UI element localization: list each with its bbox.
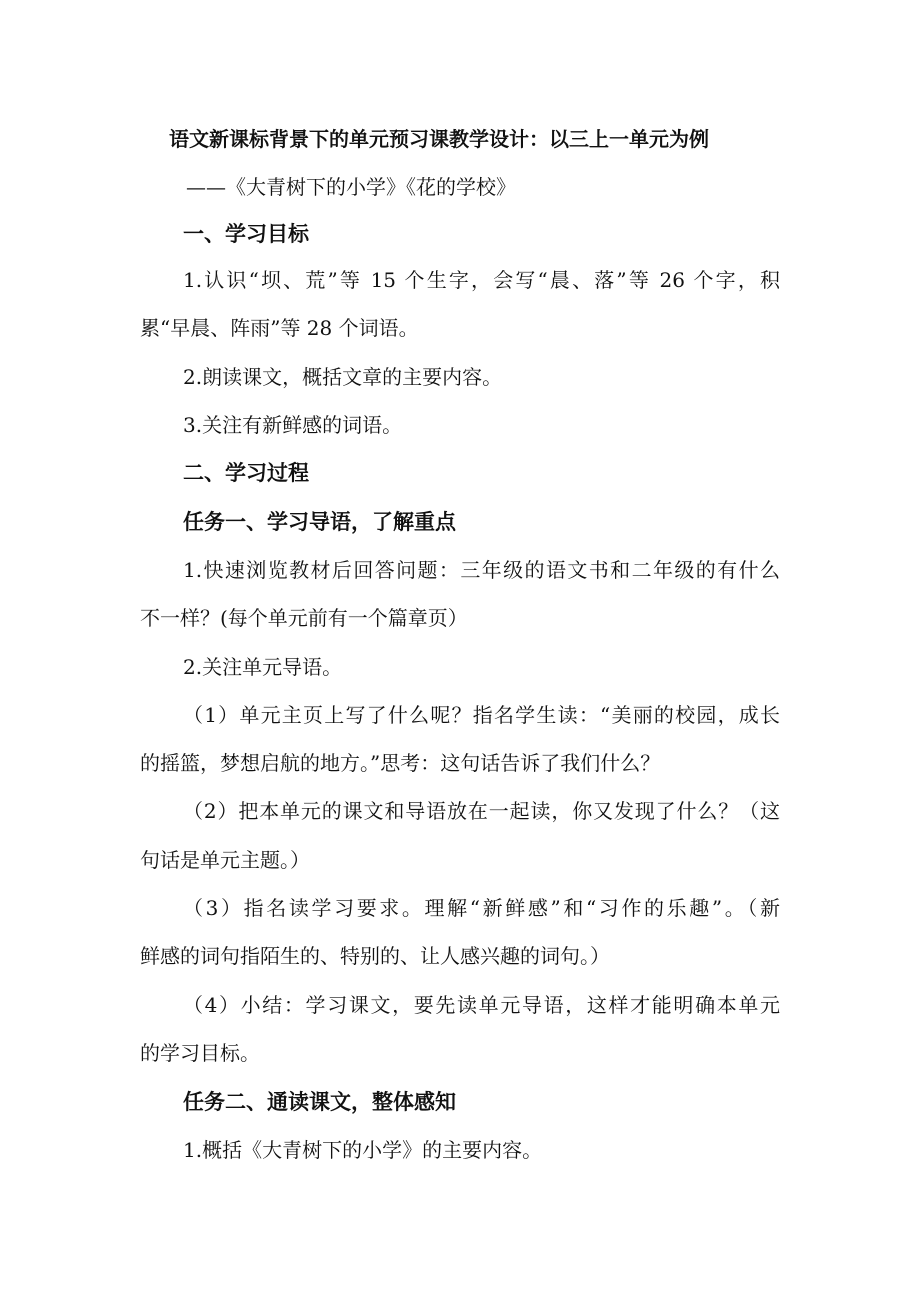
task1-item-1-line-2: 不一样？(每个单元前有一个篇章页）	[140, 606, 468, 630]
section-heading-goals: 一、学习目标	[183, 222, 309, 246]
document-title: 语文新课标背景下的单元预习课教学设计：以三上一单元为例	[169, 127, 709, 151]
goal-item-3: 3.关注有新鲜感的词语。	[183, 413, 403, 437]
task1-item-6-line-2: 的学习目标。	[140, 1041, 260, 1065]
task-heading-1: 任务一、学习导语，了解重点	[183, 510, 456, 534]
task-heading-2: 任务二、通读课文，整体感知	[183, 1090, 456, 1114]
section-heading-process: 二、学习过程	[183, 461, 309, 485]
task1-item-1-line-1: 1.快速浏览教材后回答问题：三年级的语文书和二年级的有什么	[183, 558, 780, 582]
task2-item-1: 1.概括《大青树下的小学》的主要内容。	[183, 1138, 543, 1162]
goal-item-1-line-1: 1.认识“坝、荒”等 15 个生字，会写“晨、落”等 26 个字，积	[183, 268, 780, 292]
task1-item-5-line-1: （3）指名读学习要求。理解“新鲜感”和“习作的乐趣”。（新	[183, 896, 780, 920]
task1-item-3-line-2: 的摇篮，梦想启航的地方。”思考：这句话告诉了我们什么？	[140, 751, 661, 775]
task1-item-3-line-1: （1）单元主页上写了什么呢？指名学生读：“美丽的校园，成长	[183, 703, 780, 727]
goal-item-1-line-2: 累“早晨、阵雨”等 28 个词语。	[140, 316, 419, 340]
task1-item-4-line-2: 句话是单元主题。）	[140, 848, 310, 872]
task1-item-2: 2.关注单元导语。	[183, 655, 343, 679]
task1-item-4-line-1: （2）把本单元的课文和导语放在一起读，你又发现了什么？（这	[183, 799, 780, 823]
goal-item-2: 2.朗读课文，概括文章的主要内容。	[183, 365, 503, 389]
task1-item-6-line-1: （4）小结：学习课文，要先读单元导语，这样才能明确本单元	[183, 993, 780, 1017]
task1-item-5-line-2: 鲜感的词句指陌生的、特别的、让人感兴趣的词句。）	[140, 944, 610, 968]
document-subtitle: ——《大青树下的小学》《花的学校》	[186, 175, 516, 199]
